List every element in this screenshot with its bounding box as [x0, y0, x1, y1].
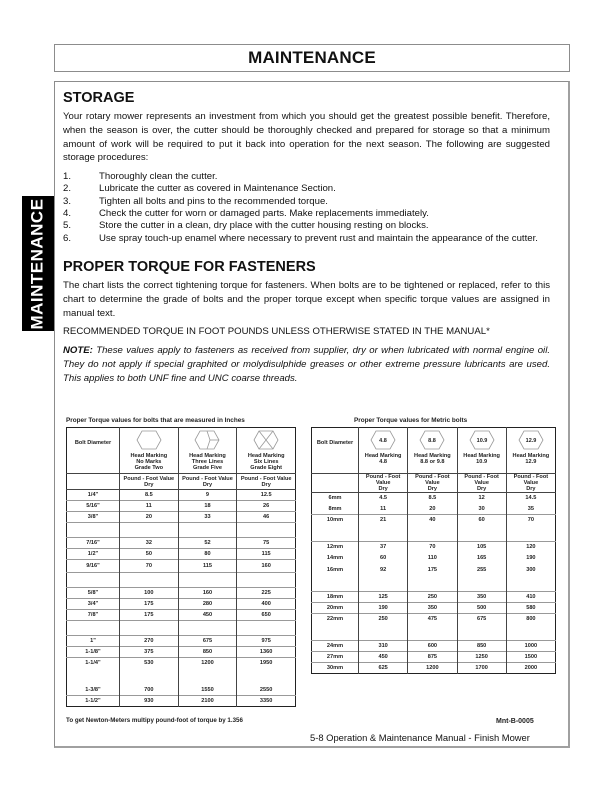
value-cell: 410: [506, 592, 555, 603]
diameter-cell: 1/4": [67, 490, 120, 501]
unit-cell: [408, 474, 457, 493]
step-text: Lubricate the cutter as covered in Maintenance Section.: [99, 183, 336, 195]
empty-cell: [67, 474, 120, 490]
table-row: [67, 538, 296, 549]
list-item: [63, 220, 550, 232]
grade-eight-header: [237, 428, 296, 474]
diameter-cell: 3/4": [67, 599, 120, 610]
value-cell: 450: [178, 610, 237, 621]
step-text: Tighten all bolts and pins to the recommended torque.: [99, 195, 328, 207]
grade-line: 12.9: [525, 459, 537, 465]
value-cell: 46: [237, 512, 296, 523]
unit-cell: [237, 474, 296, 490]
table-row: [67, 610, 296, 621]
inch-torque-table: [66, 427, 296, 707]
value-cell: 175: [408, 564, 457, 577]
table-row: [312, 564, 556, 577]
value-cell: 8.5: [120, 490, 179, 501]
value-cell: 3350: [237, 696, 296, 707]
grade-line: Head Marking: [414, 453, 451, 459]
storage-steps: [63, 171, 550, 245]
value-cell: 105: [457, 542, 506, 553]
value-cell: 850: [178, 647, 237, 658]
value-cell: 120: [506, 542, 555, 553]
value-cell: 975: [237, 636, 296, 647]
diameter-cell: 1-1/8": [67, 647, 120, 658]
torque-heading: PROPER TORQUE FOR FASTENERS: [63, 258, 316, 275]
svg-text:10.9: 10.9: [476, 438, 487, 444]
step-text: Thoroughly clean the cutter.: [99, 171, 218, 183]
inch-table-caption: Proper Torque values for bolts that are measured in Inches: [66, 417, 245, 424]
value-cell: 400: [237, 599, 296, 610]
value-cell: 1250: [457, 652, 506, 663]
table-row: [67, 490, 296, 501]
hex-head-six-lines-icon: [253, 430, 279, 450]
value-cell: 175: [120, 599, 179, 610]
unit-line: Dry: [526, 486, 536, 492]
value-cell: 1500: [506, 652, 555, 663]
unit-line: Dry: [427, 486, 438, 492]
unit-cell: [178, 474, 237, 490]
table-row: [312, 515, 556, 526]
value-cell: 2550: [259, 686, 273, 693]
table-row: [312, 641, 556, 652]
value-cell: 11: [120, 501, 179, 512]
page-title: MAINTENANCE: [248, 48, 376, 67]
unit-line: Pound - Foot Value: [415, 474, 450, 486]
value-cell: 110: [408, 553, 457, 564]
value-cell: 850: [457, 641, 506, 652]
grade-line: Head Marking: [130, 453, 168, 459]
value-cell: 875: [408, 652, 457, 663]
grade-10-9-header: [457, 428, 506, 474]
value-cell: 450: [359, 652, 408, 663]
empty-cell: [312, 474, 359, 493]
unit-line: Pound - Foot Value: [365, 474, 401, 486]
value-cell: 255: [457, 564, 506, 577]
storage-intro: Your rotary mower represents an investment from which you should get the greatest possible benefit. Therefore, when the season is over, the cutter should be thoroughly checked and prepared for storage so that a minimum amount of work will be required to put it back into operation for the next season. The following are suggested storage procedures:: [63, 111, 550, 164]
value-cell: 270: [120, 636, 179, 647]
torque-intro: The chart lists the correct tightening torque for fasteners. When bolts are to be tightened or replaced, refer to this chart to determine the grade of bolts and the proper torque except when specific torque values are assigned in manual text.: [63, 279, 550, 319]
table-row: [312, 542, 556, 553]
value-cell: 35: [527, 505, 534, 512]
list-item: [63, 171, 550, 183]
spacer-row: [67, 621, 296, 636]
value-cell: 20: [408, 504, 457, 515]
unit-cell: [506, 474, 555, 493]
value-cell: 530: [120, 658, 179, 669]
value-cell: 600: [408, 641, 457, 652]
grade-line: 4.8: [379, 459, 388, 465]
diameter-cell: 24mm: [312, 641, 359, 652]
diameter-cell: 1/2": [67, 549, 120, 560]
diameter-cell: 14mm: [312, 553, 359, 564]
value-cell: 60: [359, 553, 408, 564]
diameter-cell: 1-1/4": [67, 658, 120, 669]
value-cell: 37: [359, 542, 408, 553]
diameter-cell: 3/8": [67, 512, 120, 523]
unit-line: Dry: [476, 486, 487, 492]
value-cell: 1360: [237, 647, 296, 658]
value-cell: 125: [359, 592, 408, 603]
unit-line: Pound - Foot Value: [513, 474, 549, 486]
value-cell: 700: [120, 685, 179, 696]
value-cell: 21: [359, 515, 408, 526]
unit-cell: [457, 474, 506, 493]
diameter-cell: 9/16": [67, 560, 120, 573]
value-cell: 1200: [178, 658, 237, 669]
value-cell: 32: [120, 538, 179, 549]
value-cell: 1550: [178, 685, 237, 696]
grade-line: 8.8 or 9.8: [420, 459, 445, 465]
value-cell: 675: [457, 614, 506, 625]
grade-line: 10.9: [476, 459, 488, 465]
diameter-cell: 18mm: [312, 592, 359, 603]
table-row: [67, 549, 296, 560]
diameter-cell: 22mm: [312, 614, 359, 625]
step-text: Store the cutter in a clean, dry place with the cutter housing resting on blocks.: [99, 220, 429, 232]
value-cell: 280: [178, 599, 237, 610]
table-row: [67, 501, 296, 512]
grade-line: Head Marking: [247, 453, 285, 459]
diameter-cell: 12mm: [312, 542, 359, 553]
note-text: These values apply to fasteners as received from supplier, dry or when lubricated with normal engine oil. They do not apply if special graphited or molydisulphide greases or other extreme pressure lubricants are used. This applies to both UNF fine and UNC coarse threads.: [63, 345, 550, 384]
diameter-cell: 1-1/2": [67, 696, 120, 707]
table-row: [312, 553, 556, 564]
unit-line: Pound - Foot Value: [123, 475, 175, 482]
table-row: [67, 647, 296, 658]
value-cell: 580: [506, 603, 555, 614]
step-number: 5.: [63, 220, 72, 232]
unit-line: Dry: [378, 486, 388, 492]
value-cell: 115: [178, 560, 237, 573]
page-content: [63, 90, 550, 392]
table-row: [67, 696, 296, 707]
metric-torque-table: [311, 427, 556, 674]
value-cell: 625: [359, 663, 408, 674]
grade-line: Grade Two: [134, 465, 164, 471]
page-header: [54, 44, 570, 72]
value-cell: 2100: [178, 696, 237, 707]
grade-4-8-header: [359, 428, 408, 474]
grade-line: Grade Eight: [250, 465, 282, 471]
value-cell: 12: [457, 493, 506, 504]
value-cell: 100: [120, 588, 179, 599]
spacer-row: [67, 573, 296, 588]
diameter-cell: 10mm: [312, 515, 359, 526]
svg-text:8.8: 8.8: [428, 438, 437, 444]
step-number: 3.: [63, 195, 72, 207]
value-cell: 375: [120, 647, 179, 658]
table-row: [67, 588, 296, 599]
step-number: 1.: [63, 171, 72, 183]
diameter-cell: 5/16": [67, 501, 120, 512]
table-row: [67, 599, 296, 610]
value-cell: 190: [526, 555, 536, 561]
diameter-cell: 7/16": [67, 538, 120, 549]
value-cell: 350: [457, 592, 506, 603]
value-cell: 160: [178, 588, 237, 599]
value-cell: 1950: [237, 658, 296, 669]
value-cell: 60: [457, 515, 506, 526]
value-cell: 160: [237, 560, 296, 573]
value-cell: 300: [526, 567, 536, 573]
value-cell: 175: [120, 610, 179, 621]
value-cell: 11: [359, 504, 408, 515]
grade-line: Six Lines: [253, 459, 279, 465]
step-text: Use spray touch-up enamel where necessary to prevent rust and maintain the appearance of the cutter.: [99, 232, 538, 244]
grade-five-header: [178, 428, 237, 474]
table-row: [67, 512, 296, 523]
diameter-cell: 7/8": [67, 610, 120, 621]
grade-line: Head Marking: [463, 453, 500, 459]
spacer-row: [312, 625, 556, 641]
svg-text:4.8: 4.8: [379, 438, 387, 444]
step-number: 2.: [63, 183, 72, 195]
diameter-cell: 1-3/8": [67, 685, 120, 696]
hex-head-no-marks-icon: [136, 430, 162, 450]
value-cell: 190: [359, 603, 408, 614]
value-cell: 50: [120, 549, 179, 560]
value-cell: 18: [178, 501, 237, 512]
hex-head-three-lines-icon: [194, 430, 220, 450]
diameter-cell: 30mm: [312, 663, 359, 674]
spacer-row: [67, 669, 296, 685]
value-cell: 75: [237, 538, 296, 549]
value-cell: 26: [237, 501, 296, 512]
step-number: 4.: [63, 208, 72, 220]
figure-id: Mnt-B-0005: [496, 718, 534, 725]
table-row: [312, 603, 556, 614]
table-row: [312, 504, 556, 515]
spacer-row: [312, 526, 556, 542]
value-cell: 14.5: [525, 495, 537, 502]
unit-line: Pound - Foot Value: [182, 475, 233, 482]
value-cell: 500: [457, 603, 506, 614]
value-cell: 9: [178, 490, 237, 501]
diameter-cell: 20mm: [312, 603, 359, 614]
table-row: [67, 636, 296, 647]
value-cell: 930: [120, 696, 179, 707]
value-cell: 1200: [408, 663, 457, 674]
unit-line: Dry: [144, 481, 154, 488]
storage-heading: STORAGE: [63, 90, 135, 106]
value-cell: 20: [120, 512, 179, 523]
value-cell: 1000: [506, 641, 555, 652]
hex-head-marked-icon: [469, 430, 495, 450]
unit-cell: [359, 474, 408, 493]
step-number: 6.: [63, 232, 72, 244]
spacer-row: [312, 577, 556, 592]
table-row: [67, 658, 296, 669]
value-cell: 225: [237, 588, 296, 599]
value-cell: 80: [178, 549, 237, 560]
hex-head-marked-icon: [370, 430, 396, 450]
value-cell: 4.5: [359, 493, 408, 504]
value-cell: 250: [408, 592, 457, 603]
grade-8-8-header: [408, 428, 457, 474]
grade-line: Three Lines: [191, 459, 224, 465]
unit-line: Pound - Foot Value: [464, 474, 499, 486]
grade-line: Head Marking: [512, 453, 550, 459]
newton-meter-conversion-note: To get Newton-Meters multipy pound-foot of torque by 1.356: [66, 717, 243, 724]
list-item: [63, 183, 550, 195]
list-item: [63, 233, 550, 245]
table-row: [312, 493, 556, 504]
value-cell: 475: [408, 614, 457, 625]
note-label: NOTE:: [63, 345, 93, 357]
grade-line: No Marks: [136, 459, 162, 465]
side-tab-label: MAINTENANCE: [28, 197, 48, 330]
value-cell: 40: [408, 515, 457, 526]
value-cell: 115: [237, 549, 296, 560]
table-row: [312, 652, 556, 663]
value-cell: 165: [457, 553, 506, 564]
grade-12-9-header: [506, 428, 555, 474]
value-cell: 33: [178, 512, 237, 523]
unit-line: Dry: [261, 481, 271, 488]
value-cell: 70: [506, 515, 555, 526]
unit-line: Pound - Foot Value: [240, 475, 292, 482]
metric-table-caption: Proper Torque values for Metric bolts: [354, 417, 468, 424]
diameter-header: Bolt Diameter: [67, 428, 120, 474]
torque-note: [63, 344, 550, 385]
grade-line: Head Marking: [364, 453, 402, 459]
value-cell: 70: [120, 560, 179, 573]
recommended-torque-line: RECOMMENDED TORQUE IN FOOT POUNDS UNLESS OTHERWISE STATED IN THE MANUAL*: [63, 326, 490, 338]
value-cell: 1700: [457, 663, 506, 674]
diameter-cell: 8mm: [312, 504, 359, 515]
diameter-header: Bolt Diameter: [312, 428, 359, 474]
list-item: [63, 196, 550, 208]
grade-line: Head Marking: [189, 453, 226, 459]
page-footer: 5-8 Operation & Maintenance Manual - Finish Mower: [310, 732, 530, 743]
value-cell: 350: [408, 603, 457, 614]
diameter-cell: 27mm: [312, 652, 359, 663]
unit-line: Dry: [202, 481, 213, 488]
value-cell: 2000: [506, 663, 555, 674]
hex-head-marked-icon: [419, 430, 445, 450]
diameter-cell: 6mm: [312, 493, 359, 504]
value-cell: 310: [359, 641, 408, 652]
table-row: [312, 663, 556, 674]
value-cell: 675: [178, 636, 237, 647]
svg-text:12.9: 12.9: [525, 438, 537, 444]
unit-cell: [120, 474, 179, 490]
value-cell: 92: [359, 564, 408, 577]
step-text: Check the cutter for worn or damaged parts. Make replacements immediately.: [99, 208, 429, 220]
value-cell: 8.5: [408, 493, 457, 504]
value-cell: 30: [457, 504, 506, 515]
spacer-row: [67, 523, 296, 538]
grade-two-header: [120, 428, 179, 474]
table-row: [312, 592, 556, 603]
table-row: [312, 614, 556, 625]
value-cell: 12.5: [260, 492, 272, 498]
grade-line: Grade Five: [193, 465, 222, 471]
value-cell: 52: [178, 538, 237, 549]
diameter-cell: 1": [67, 636, 120, 647]
value-cell: 250: [359, 614, 408, 625]
hex-head-marked-icon: [518, 430, 544, 450]
diameter-cell: 16mm: [312, 564, 359, 577]
table-row: [67, 560, 296, 573]
value-cell: 650: [237, 610, 296, 621]
table-row: [67, 685, 296, 696]
value-cell: 70: [408, 542, 457, 553]
section-side-tab: [22, 196, 54, 331]
list-item: [63, 208, 550, 220]
diameter-cell: 5/8": [67, 588, 120, 599]
value-cell: 800: [506, 614, 555, 625]
